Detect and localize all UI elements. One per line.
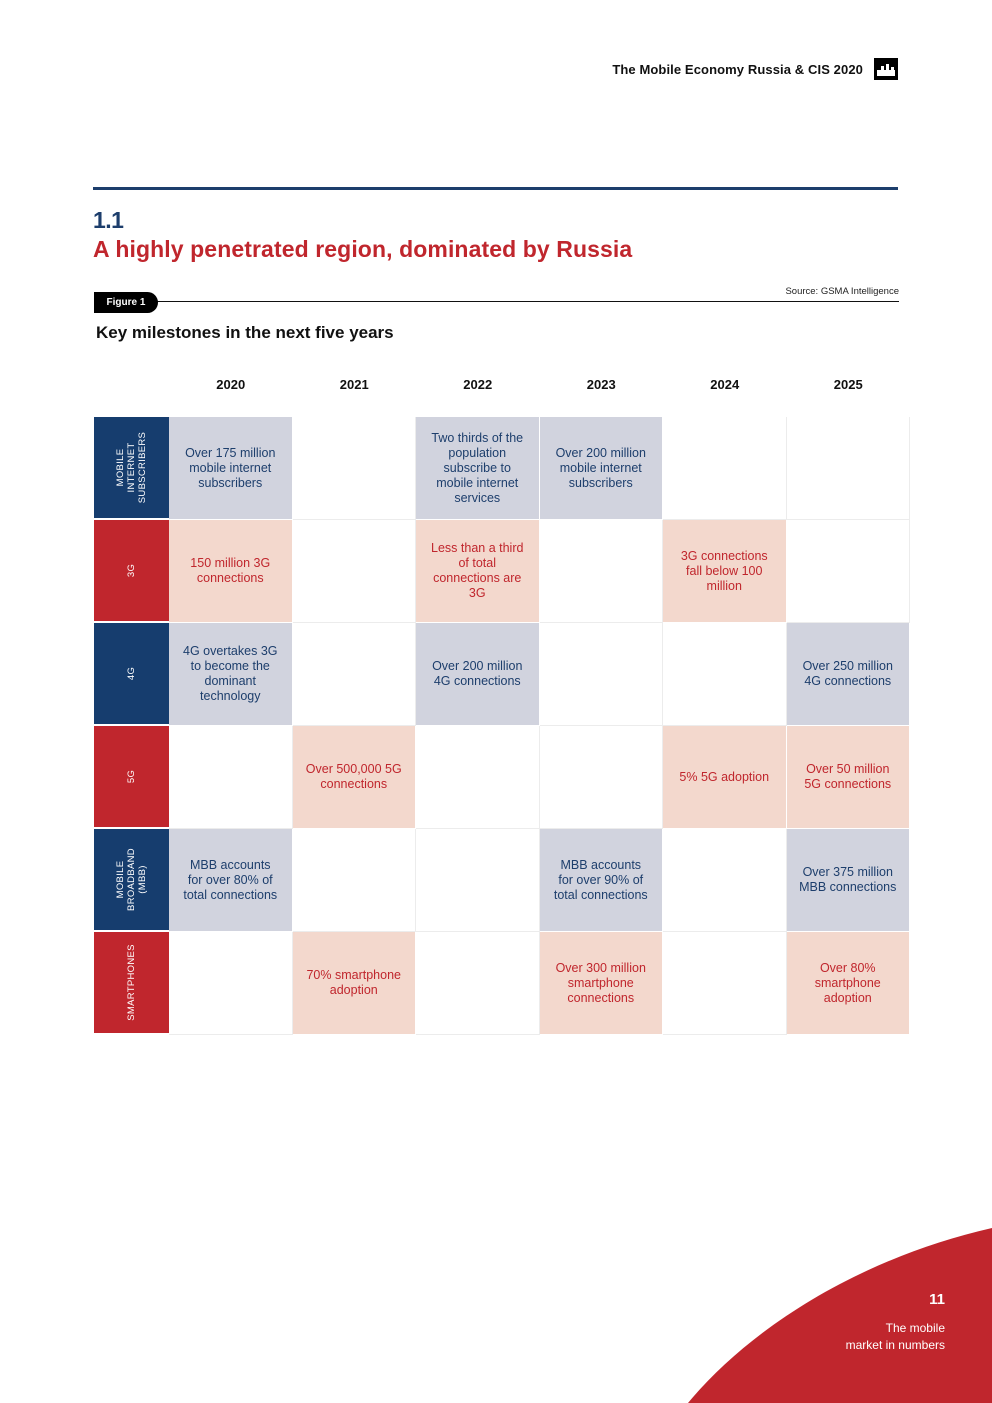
milestone-cell bbox=[416, 726, 540, 829]
milestone-cell: 5% 5G adoption bbox=[663, 726, 787, 829]
milestone-cell bbox=[293, 520, 417, 623]
milestone-cell bbox=[787, 520, 911, 623]
section-number: 1.1 bbox=[93, 207, 124, 233]
milestone-cell bbox=[169, 932, 293, 1035]
milestone-cell: Over 500,000 5G connections bbox=[293, 726, 417, 829]
row-label bbox=[94, 726, 169, 828]
milestone-cell bbox=[169, 726, 293, 829]
milestone-cell bbox=[663, 932, 787, 1035]
table-row bbox=[94, 520, 910, 623]
milestone-cell: Over 200 million mobile internet subscribers bbox=[540, 417, 664, 520]
milestone-cell bbox=[293, 623, 417, 726]
year-header: 2025 bbox=[833, 377, 863, 392]
row-label-text: SMARTPHONES bbox=[126, 944, 137, 1021]
milestone-cell: Over 200 million 4G connections bbox=[416, 623, 540, 726]
row-label bbox=[94, 932, 169, 1034]
chapter-label: The mobile market in numbers bbox=[845, 1321, 945, 1352]
milestone-grid bbox=[94, 417, 910, 1035]
milestone-cell: 3G connections fall below 100 million bbox=[663, 520, 787, 623]
milestone-cell: Over 250 million 4G connections bbox=[787, 623, 911, 726]
milestone-cell bbox=[416, 829, 540, 932]
row-label bbox=[94, 520, 169, 622]
row-label-text: MOBILE BROADBAND (MBB) bbox=[114, 848, 148, 911]
milestone-cell: Over 50 million 5G connections bbox=[787, 726, 911, 829]
milestone-cell: MBB accounts for over 80% of total connections bbox=[169, 829, 293, 932]
row-label-text: MOBILE INTERNET SUBSCRIBERS bbox=[115, 431, 148, 504]
page-number: 11 bbox=[929, 1291, 945, 1308]
milestone-cell: MBB accounts for over 90% of total connections bbox=[540, 829, 664, 932]
year-header: 2021 bbox=[339, 377, 369, 392]
section-title: A highly penetrated region, dominated by Russia bbox=[93, 236, 633, 262]
milestone-cell: 70% smartphone adoption bbox=[293, 932, 417, 1035]
year-header: 2023 bbox=[586, 377, 616, 392]
year-header-row bbox=[169, 377, 910, 395]
milestone-cell: Over 175 million mobile internet subscribers bbox=[169, 417, 293, 520]
table-row bbox=[94, 417, 910, 520]
milestone-cell bbox=[663, 417, 787, 520]
milestone-cell bbox=[416, 932, 540, 1035]
row-label-text: 4G bbox=[126, 666, 137, 681]
milestone-cell bbox=[540, 623, 664, 726]
table-row bbox=[94, 726, 910, 829]
milestone-cell bbox=[540, 520, 664, 623]
milestone-cell bbox=[787, 417, 911, 520]
year-header: 2020 bbox=[216, 377, 246, 392]
figure-source: Source: GSMA Intelligence bbox=[785, 286, 899, 297]
milestone-cell: Over 80% smartphone adoption bbox=[787, 932, 911, 1035]
row-label bbox=[94, 623, 169, 725]
figure-badge: Figure 1 bbox=[94, 292, 158, 313]
milestone-cell bbox=[663, 829, 787, 932]
figure-rule bbox=[150, 301, 899, 302]
row-label bbox=[94, 829, 169, 931]
year-header: 2022 bbox=[463, 377, 493, 392]
milestone-cell: Over 375 million MBB connections bbox=[787, 829, 911, 932]
figure-title: Key milestones in the next five years bbox=[96, 323, 394, 342]
row-label bbox=[94, 417, 169, 519]
document-title: The Mobile Economy Russia & CIS 2020 bbox=[612, 62, 863, 77]
table-row bbox=[94, 932, 910, 1035]
milestone-cell bbox=[663, 623, 787, 726]
year-header: 2024 bbox=[710, 377, 740, 392]
milestone-cell: 150 million 3G connections bbox=[169, 520, 293, 623]
table-row bbox=[94, 829, 910, 932]
table-row bbox=[94, 623, 910, 726]
section-divider bbox=[93, 187, 898, 190]
milestone-cell bbox=[293, 829, 417, 932]
milestone-cell: Two thirds of the population subscribe to mobile internet services bbox=[416, 417, 540, 520]
corner-decoration bbox=[680, 1228, 992, 1403]
milestone-cell: 4G overtakes 3G to become the dominant technology bbox=[169, 623, 293, 726]
gsma-logo-icon bbox=[874, 58, 898, 80]
milestone-cell bbox=[293, 417, 417, 520]
row-label-text: 5G bbox=[126, 769, 137, 784]
milestone-cell: Less than a third of total connections are 3G bbox=[416, 520, 540, 623]
milestone-cell bbox=[540, 726, 664, 829]
row-label-text: 3G bbox=[126, 563, 137, 578]
milestone-cell: Over 300 million smartphone connections bbox=[540, 932, 664, 1035]
